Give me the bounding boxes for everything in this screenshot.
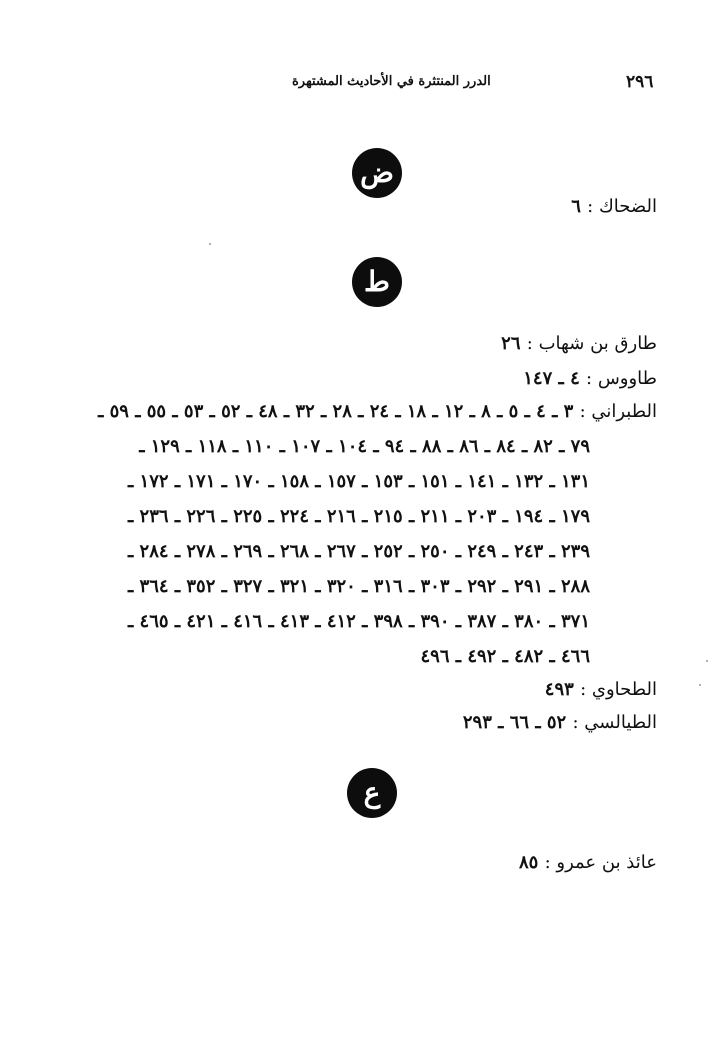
scan-speck: [699, 684, 701, 686]
index-entry: [463, 710, 657, 736]
entry-name: طاووس :: [586, 368, 657, 389]
scan-speck: [706, 660, 708, 662]
running-header-title: الدرر المنتثرة في الأحاديث المشتهرة: [292, 74, 491, 89]
index-entry: [501, 331, 657, 357]
refs-continuation-line: ٤٦٦ ـ ٤٨٢ ـ ٤٩٢ ـ ٤٩٦: [420, 646, 590, 667]
entry-refs: ٢٦: [501, 333, 521, 354]
scan-speck: [209, 243, 211, 245]
section-letter-badge-dad: [352, 148, 402, 198]
index-entry: [571, 194, 657, 220]
refs-continuation-line: ٢٣٩ ـ ٢٤٣ ـ ٢٤٩ ـ ٢٥٠ ـ ٢٥٢ ـ ٢٦٧ ـ ٢٦٨ ـ ٢٦٩ ـ ٢٧٨ ـ ٢٨٤ ـ: [127, 541, 590, 562]
section-letter: ض: [360, 156, 394, 189]
refs-continuation-line: ٧٩ ـ ٨٢ ـ ٨٤ ـ ٨٦ ـ ٨٨ ـ ٩٤ ـ ١٠٤ ـ ١٠٧ ـ ١١٠ ـ ١١٨ ـ ١٢٩ ـ: [139, 436, 590, 457]
entry-name: الضحاك :: [587, 196, 657, 217]
section-letter: ط: [364, 265, 390, 298]
entry-name: عائذ بن عمرو :: [544, 852, 657, 873]
refs-continuation-line: ١٣١ ـ ١٣٢ ـ ١٤١ ـ ١٥١ ـ ١٥٣ ـ ١٥٧ ـ ١٥٨ ـ ١٧٠ ـ ١٧١ ـ ١٧٢ ـ: [127, 471, 590, 492]
entry-refs: ٤٩٣: [544, 679, 574, 700]
entry-refs: ٦: [571, 196, 581, 217]
entry-refs: ٣ ـ ٤ ـ ٥ ـ ٨ ـ ١٢ ـ ١٨ ـ ٢٤ ـ ٢٨ ـ ٣٢ ـ ٤٨ ـ ٥٢ ـ ٥٣ ـ ٥٥ ـ ٥٩ ـ: [98, 401, 574, 422]
refs-continuation-line: ٣٧١ ـ ٣٨٠ ـ ٣٨٧ ـ ٣٩٠ ـ ٣٩٨ ـ ٤١٢ ـ ٤١٣ ـ ٤١٦ ـ ٤٢١ ـ ٤٦٥ ـ: [127, 611, 590, 632]
index-entry: [98, 399, 657, 425]
index-entry: [519, 850, 657, 876]
entry-name: طارق بن شهاب :: [526, 333, 657, 354]
section-letter-badge-ayn: [347, 768, 397, 818]
index-entry: [545, 677, 657, 703]
index-entry: [523, 366, 657, 392]
entry-refs: ٨٥: [518, 852, 539, 873]
entry-name: الطبراني :: [579, 401, 657, 422]
entry-refs: ٤ ـ ١٤٧: [523, 368, 580, 389]
entry-name: الطيالسي :: [572, 712, 657, 733]
entry-name: الطحاوي :: [580, 679, 657, 700]
page-number: ٢٩٦: [626, 72, 654, 92]
refs-continuation-line: ١٧٩ ـ ١٩٤ ـ ٢٠٣ ـ ٢١١ ـ ٢١٥ ـ ٢١٦ ـ ٢٢٤ ـ ٢٢٥ ـ ٢٢٦ ـ ٢٣٦ ـ: [127, 506, 590, 527]
refs-continuation-line: ٢٨٨ ـ ٢٩١ ـ ٢٩٢ ـ ٣٠٣ ـ ٣١٦ ـ ٣٢٠ ـ ٣٢١ ـ ٣٢٧ ـ ٣٥٢ ـ ٣٦٤ ـ: [127, 576, 590, 597]
section-letter-badge-ta: [352, 257, 402, 307]
entry-refs: ٥٢ ـ ٦٦ ـ ٢٩٣: [462, 712, 567, 733]
section-letter: ع: [363, 776, 381, 809]
